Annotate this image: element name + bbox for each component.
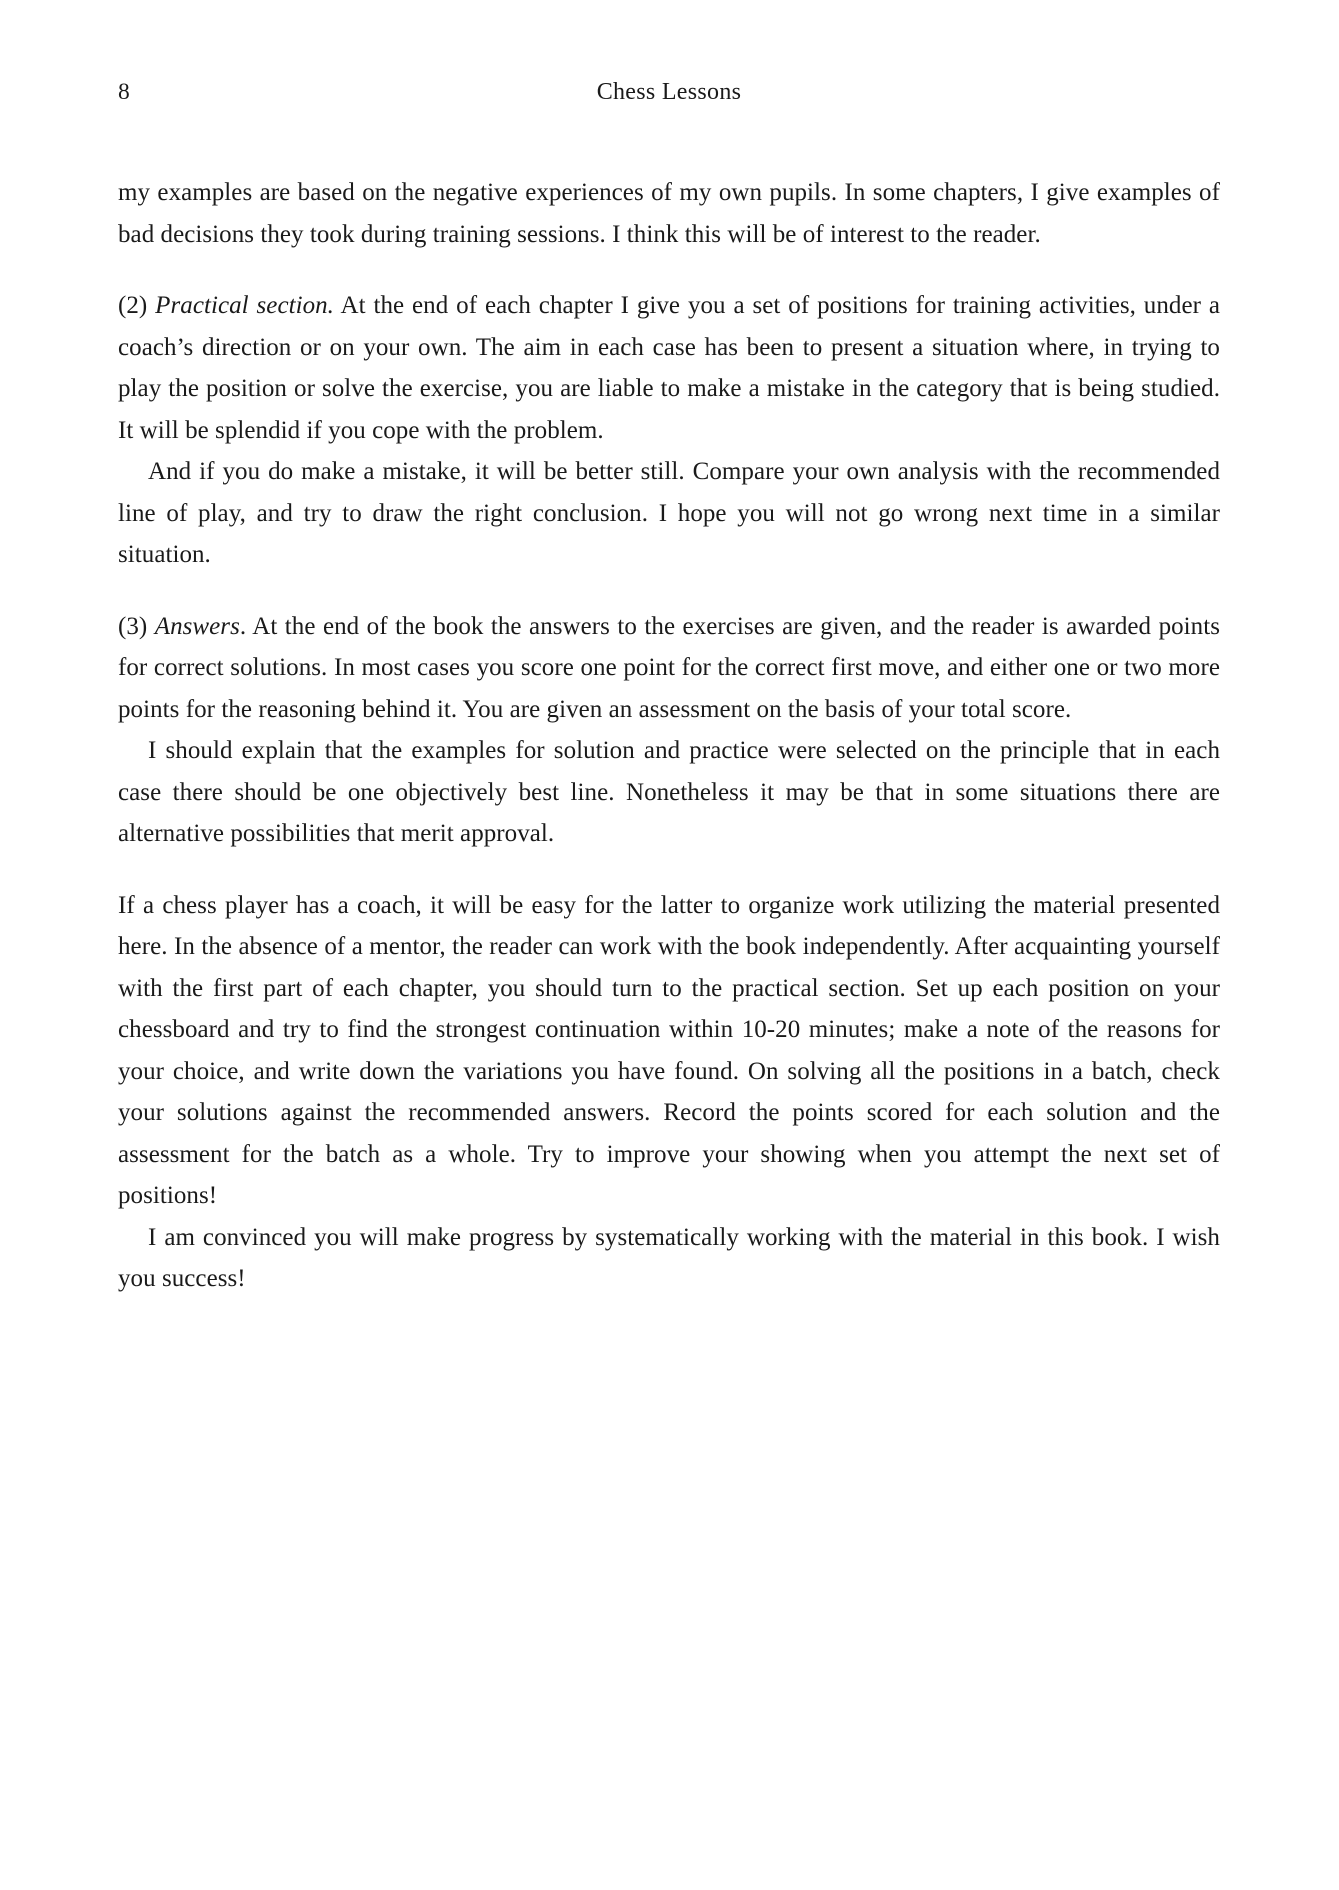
page-number: 8 xyxy=(118,79,130,105)
running-head-title: Chess Lessons xyxy=(596,79,742,105)
paragraph xyxy=(118,885,1220,1217)
text-run: I should explain that the examples for solution and practice were selected on the principle that in each case there should be one objectively best line. Nonetheless it may be that in some situations there are alternative possibilities that merit approval. xyxy=(118,737,1220,847)
text-run: (2) xyxy=(118,292,156,319)
paragraph xyxy=(118,1217,1220,1300)
text-run: And if you do make a mistake, it will be better still. Compare your own analysis with the recommended line of play, and try to draw the right conclusion. I hope you will not go wrong next time in a similar situation. xyxy=(118,458,1220,568)
text-run: my examples are based on the negative experiences of my own pupils. In some chapters, I give examples of bad decisions they took during training sessions. I think this will be of interest to the reader. xyxy=(118,179,1220,248)
text-run: (3) xyxy=(118,612,155,640)
running-header xyxy=(118,78,1220,124)
page-content xyxy=(118,78,1220,1300)
text-run: I am convinced you will make progress by systematically working with the material in this book. I wish you success! xyxy=(118,1223,1220,1292)
italic-text: Answers xyxy=(154,612,240,640)
paragraph xyxy=(118,606,1220,731)
text-run: If a chess player has a coach, it will be easy for the latter to organize work utilizing the material presented here. In the absence of a mentor, the reader can work with the book independently. After acquainting yourself with the first part of each chapter, you should turn to the practical section. Set up each position on your chessboard and try to find the strongest continuation within 10-20 minutes; make a note of the reasons for your choice, and write down the variations you have found. On solving all the positions in a batch, check your solutions against the recommended answers. Record the points scored for each solution and the assessment for the batch as a whole. Try to improve your showing when you attempt the next set of positions! xyxy=(118,891,1220,1209)
text-run: . At the end of the book the answers to the exercises are given, and the reader is awarded points for correct solutions. In most cases you score one point for the correct first move, and either one or two more points for the reasoning behind it. You are given an assessment on the basis of your total score. xyxy=(118,612,1220,723)
paragraph xyxy=(118,172,1220,255)
paragraph xyxy=(118,285,1220,451)
text-run: At the end of each chapter I give you a set of positions for training activities, under a coach’s direction or on your own. The aim in each case has been to present a situation where, in trying to play the position or solve the exercise, you are liable to make a mistake in the category that is being studied. It will be splendid if you cope with the problem. xyxy=(118,292,1220,444)
paragraph xyxy=(118,730,1220,855)
italic-text: Practical section. xyxy=(155,292,334,319)
paragraph xyxy=(118,451,1220,576)
body-text xyxy=(118,172,1220,1300)
